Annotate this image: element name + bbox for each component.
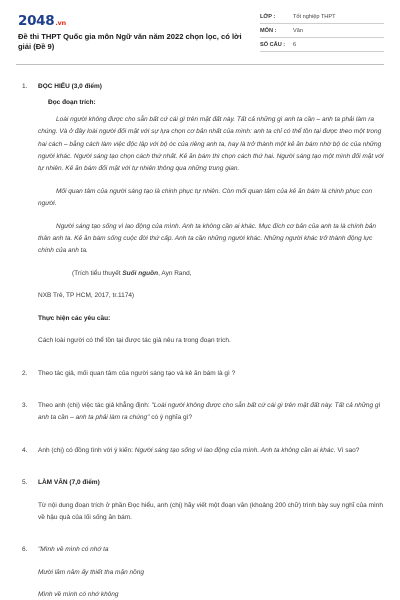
task-text: Cách loài người có thể tồn tại được tác giả nêu ra trong đoạn trích. xyxy=(38,337,231,345)
poem-line: Mình về mình có nhớ không xyxy=(38,591,119,599)
question-text: Từ nội dung đoạn trích ở phần Đọc hiểu, anh (chị) hãy viết một đoạn văn (khoảng 200 chữ) trình bày suy nghĩ của mình về hậu quả của lối sống ăn bám. xyxy=(38,501,384,521)
question-body xyxy=(38,400,384,425)
meta-key: LỚP : xyxy=(260,13,276,20)
question-text: Anh (chị) có đồng tình với ý kiến: xyxy=(38,446,135,454)
header-left xyxy=(18,14,250,64)
meta-key: SỐ CÂU : xyxy=(260,41,286,48)
question-number: 4. xyxy=(22,446,28,454)
question-3 xyxy=(22,400,384,425)
meta-value: 6 xyxy=(293,41,297,48)
meta-value: Tốt nghiệp THPT xyxy=(293,13,336,20)
question-number: 1. xyxy=(22,83,28,90)
meta-row-question-count xyxy=(260,38,384,52)
section-heading: ĐỌC HIỂU (3,0 điểm) xyxy=(38,83,102,90)
section-heading: LÀM VĂN (7,0 điểm) xyxy=(38,479,100,487)
question-body: Theo tác giả, mối quan tâm của người sáng tạo và kẻ ăn bám là gì ? xyxy=(38,369,236,377)
question-text: Vì sao? xyxy=(335,446,360,454)
task-label: Thực hiện các yêu cầu: xyxy=(38,314,111,322)
source-suffix: , Ayn Rand, xyxy=(158,269,192,277)
reading-label: Đọc đoạn trích: xyxy=(48,99,96,107)
header-meta xyxy=(250,10,384,64)
question-1 xyxy=(22,81,384,348)
question-text: có ý nghĩa gì? xyxy=(149,414,193,422)
document-header xyxy=(0,0,400,64)
question-body xyxy=(38,81,384,348)
excerpt-paragraph: Loài người không được cho sẵn bất cứ cái gì trên mặt đất này. Tất cả những gì anh ta cần – anh ta phải làm ra chúng. Và ở đây loài người đối mặt với sự lựa chọn cơ bản nhất của mình: anh ta chỉ có thể tồn tại được theo một trong hai cách – bằng cách làm việc độc lập với bộ óc của riêng anh ta, hay là trở thành một kẻ ăn bám nhờ bộ óc của những người khác. Người sáng tạo chọn cách thứ nhất. Kẻ ăn bám thì chọn cách thứ hai. Người sáng tạo một mình đối mặt với tự nhiên. Kẻ ăn bám đối mặt với tự nhiên thông qua những trung gian. xyxy=(38,115,384,173)
question-4 xyxy=(22,445,384,457)
document-title: Đề thi THPT Quốc gia môn Ngữ văn năm 2022 chọn lọc, có lời giải (Đề 9) xyxy=(18,32,242,51)
question-text: Theo anh (chị) việc tác giả khẳng định: xyxy=(38,401,152,409)
question-body xyxy=(38,477,384,524)
excerpt-paragraph: Mối quan tâm của người sáng tạo là chinh phục tự nhiên. Còn mối quan tâm của kẻ ăn bám là chinh phục con người. xyxy=(38,187,373,208)
question-6 xyxy=(22,544,384,600)
logo-suffix: .vn xyxy=(55,19,66,27)
question-quote: "Loài người không được cho sẵn bất cứ cái gì trên mặt đất này. Tất cả những gì anh ta cần – anh ta phải làm ra chúng" xyxy=(38,401,381,422)
poem-line: Mười lăm năm ấy thiết tha mặn nồng xyxy=(38,568,144,576)
source-publisher: NXB Trẻ, TP HCM, 2017, tr.1174) xyxy=(38,292,135,300)
question-number: 2. xyxy=(22,369,28,377)
question-body xyxy=(38,445,384,457)
question-number: 6. xyxy=(22,546,28,554)
site-logo[interactable] xyxy=(18,14,250,30)
excerpt-source xyxy=(38,268,384,280)
question-5 xyxy=(22,477,384,524)
question-number: 5. xyxy=(22,479,28,487)
meta-key: MÔN : xyxy=(260,27,277,34)
source-book-title: Suối nguồn xyxy=(122,269,159,277)
poem-line: "Mình về mình có nhớ ta xyxy=(38,546,109,554)
meta-row-subject xyxy=(260,24,384,38)
document-content xyxy=(0,65,400,600)
question-quote: Người sáng tạo sống vì lao động của mình. Anh ta không cần ai khác. xyxy=(134,446,336,454)
question-2 xyxy=(22,368,384,380)
question-number: 3. xyxy=(22,401,28,409)
excerpt-paragraph: Người sáng tạo sống vì lao động của mình. Anh ta không cần ai khác. Mục đích cơ bản của anh ta là chính bản thân anh ta. Kẻ ăn bám sống cuộc đời thứ cấp. Anh ta cần những người khác. Những người khác trở thành động lực chính của anh ta. xyxy=(38,222,376,255)
meta-row-grade xyxy=(260,10,384,24)
question-body xyxy=(38,544,384,600)
meta-value: Văn xyxy=(293,27,303,34)
logo-text: 2048 xyxy=(18,13,55,29)
source-prefix: (Trích tiểu thuyết xyxy=(72,269,123,277)
